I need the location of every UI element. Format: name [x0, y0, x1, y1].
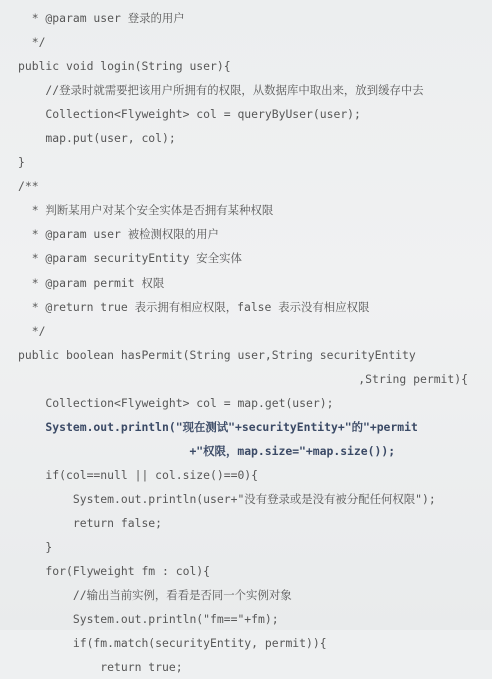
code-line — [0, 583, 492, 607]
code-line-text: ,String permit){ — [358, 371, 468, 386]
code-line-text: if(fm.match(securityEntity, permit)){ — [18, 636, 327, 651]
code-line-text: */ — [18, 35, 46, 50]
code-line — [0, 30, 492, 54]
code-line — [0, 198, 492, 222]
code-line — [0, 246, 492, 270]
code-line — [0, 126, 492, 150]
code-line-text: public void login(String user){ — [18, 59, 231, 74]
code-line-text: */ — [18, 323, 46, 338]
code-listing — [0, 6, 492, 679]
code-line-text: System.out.println("fm=="+fm); — [18, 612, 279, 627]
code-line — [0, 367, 492, 391]
code-line — [0, 487, 492, 511]
code-line-text: System.out.println(user+"没有登录或是没有被分配任何权限"); — [18, 491, 436, 506]
code-line-text: * @param user 被检测权限的用户 — [18, 227, 219, 242]
code-line-text: Collection<Flyweight> col = queryByUser(user); — [18, 107, 361, 122]
code-line — [0, 415, 492, 439]
code-line — [0, 535, 492, 559]
code-line-text: * @param user 登录的用户 — [18, 11, 185, 25]
code-line — [0, 391, 492, 415]
code-line-text: //输出当前实例，看看是否同一个实例对象 — [18, 588, 292, 603]
code-line — [0, 463, 492, 487]
code-line-text: Collection<Flyweight> col = map.get(user); — [18, 395, 334, 410]
code-line-text: } — [18, 155, 25, 170]
code-line — [0, 102, 492, 126]
code-line-text: map.put(user, col); — [18, 131, 176, 146]
code-line-text: if(col==null || col.size()==0){ — [18, 467, 259, 482]
code-line-text: } — [18, 540, 53, 555]
code-line — [0, 343, 492, 367]
code-line-text: //登录时就需要把该用户所拥有的权限，从数据库中取出来，放到缓存中去 — [18, 83, 424, 98]
code-line-text: return false; — [18, 515, 163, 530]
code-line — [0, 6, 492, 30]
code-line-text: public boolean hasPermit(String user,String securityEntity — [18, 347, 416, 362]
code-line — [0, 655, 492, 679]
code-line-text: /** — [18, 179, 39, 194]
code-line — [0, 319, 492, 343]
code-line — [0, 511, 492, 535]
code-line — [0, 559, 492, 583]
code-line-text: * @param permit 权限 — [18, 275, 165, 290]
code-line-text: * @return true 表示拥有相应权限，false 表示没有相应权限 — [18, 299, 370, 314]
code-line-text: for(Flyweight fm : col){ — [18, 564, 211, 579]
code-line — [0, 607, 492, 631]
code-line-text: return true; — [18, 660, 183, 675]
code-line-text: * 判断某用户对某个安全实体是否拥有某种权限 — [18, 203, 274, 218]
code-line — [0, 271, 492, 295]
code-line — [0, 439, 492, 463]
code-line-text: * @param securityEntity 安全实体 — [18, 251, 242, 266]
code-line — [0, 222, 492, 246]
code-line — [0, 78, 492, 102]
code-line — [0, 295, 492, 319]
code-line-text: +"权限，map.size="+map.size()); — [18, 443, 396, 458]
code-line — [0, 150, 492, 174]
code-line — [0, 174, 492, 198]
code-line — [0, 631, 492, 655]
code-line — [0, 54, 492, 78]
code-line-text: System.out.println("现在测试"+securityEntity+"的"+permit — [18, 419, 418, 434]
